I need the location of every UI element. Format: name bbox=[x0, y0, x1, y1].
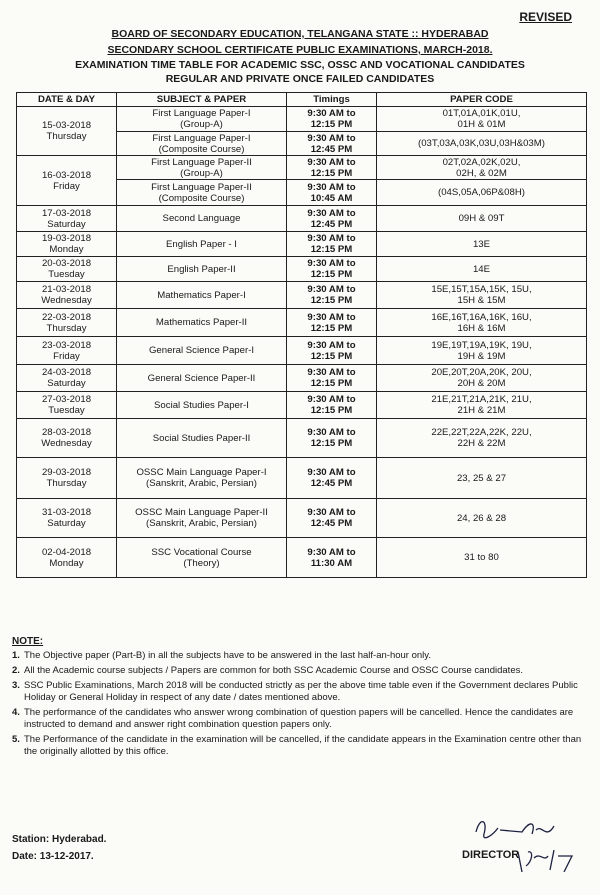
paper-code-line2: 20H & 20M bbox=[457, 378, 506, 389]
date-day-cell bbox=[17, 206, 117, 232]
issue-date: Date: 13-12-2017. bbox=[12, 851, 94, 862]
timing-end: 12:15 PM bbox=[310, 269, 353, 280]
timing-start: 9:30 AM to bbox=[307, 546, 356, 558]
subject-cell bbox=[117, 132, 287, 156]
note-item bbox=[12, 665, 592, 677]
paper-code-cell bbox=[377, 337, 587, 365]
note-number: 4. bbox=[12, 707, 20, 718]
subject-cell bbox=[117, 419, 287, 458]
note-text: The performance of the candidates who answer wrong combination of question papers will be cancelled. Hence the candidates are instructed to demand and answer right combination question papers only. bbox=[24, 707, 574, 730]
subject-line1: English Paper-II bbox=[167, 263, 236, 275]
paper-code-line2: 01H & 01M bbox=[457, 119, 506, 130]
timetable-title: EXAMINATION TIME TABLE FOR ACADEMIC SSC, OSSC AND VOCATIONAL CANDIDATES bbox=[75, 59, 525, 71]
paper-code-cell bbox=[377, 156, 587, 180]
paper-code-line1: 20E,20T,20A,20K, 20U, bbox=[431, 367, 532, 378]
note-item bbox=[12, 734, 592, 758]
paper-code-line1: 14E bbox=[472, 263, 491, 275]
date-day-cell bbox=[17, 365, 117, 392]
note-number: 2. bbox=[12, 665, 20, 676]
paper-code-line1: (04S,05A,06P&08H) bbox=[438, 187, 525, 198]
subject-line1: First Language Paper-I bbox=[152, 108, 251, 119]
subject-line2: (Sanskrit, Arabic, Persian) bbox=[146, 478, 257, 489]
paper-code-line1: 19E,19T,19A,19K, 19U, bbox=[431, 339, 532, 351]
table-row bbox=[17, 309, 587, 337]
col-date: DATE & DAY bbox=[17, 93, 117, 107]
paper-code-cell bbox=[377, 365, 587, 392]
timing-cell bbox=[287, 156, 377, 180]
timing-end: 12:15 PM bbox=[310, 244, 353, 255]
paper-code-line1: 31 to 80 bbox=[464, 552, 499, 563]
note-text: The Objective paper (Part-B) in all the subjects have to be answered in the last half-an-hour only. bbox=[24, 650, 431, 661]
date-day-cell bbox=[17, 107, 117, 156]
exam-date: 21-03-2018 bbox=[41, 284, 92, 295]
exam-date: 22-03-2018 bbox=[41, 311, 92, 323]
timing-start: 9:30 AM to bbox=[307, 507, 356, 518]
exam-day: Saturday bbox=[47, 518, 86, 529]
table-row bbox=[17, 232, 587, 257]
exam-day: Wednesday bbox=[41, 295, 92, 306]
subject-line2: (Group-A) bbox=[180, 119, 223, 130]
timing-cell bbox=[287, 365, 377, 392]
table-row bbox=[17, 156, 587, 180]
subject-line1: OSSC Main Language Paper-II bbox=[135, 507, 268, 518]
table-row bbox=[17, 282, 587, 309]
paper-code-line2: 15H & 15M bbox=[457, 295, 506, 306]
table-row bbox=[17, 337, 587, 365]
timing-start: 9:30 AM to bbox=[307, 394, 356, 405]
exam-day: Saturday bbox=[47, 378, 86, 389]
timing-cell bbox=[287, 458, 377, 499]
timing-start: 9:30 AM to bbox=[307, 427, 356, 438]
paper-code-cell bbox=[377, 538, 587, 578]
timing-cell bbox=[287, 107, 377, 132]
exam-day: Tuesday bbox=[48, 269, 85, 280]
exam-day: Tuesday bbox=[48, 405, 85, 416]
table-header-row bbox=[17, 93, 587, 107]
timing-cell bbox=[287, 499, 377, 538]
exam-day: Friday bbox=[53, 180, 80, 192]
paper-code-cell bbox=[377, 282, 587, 309]
exam-date: 17-03-2018 bbox=[41, 207, 92, 219]
subject-line1: Second Language bbox=[162, 213, 241, 224]
timing-end: 12:45 PM bbox=[310, 143, 353, 155]
exam-date: 20-03-2018 bbox=[41, 258, 92, 269]
col-timings: Timings bbox=[287, 93, 377, 107]
paper-code-line1: 01T,01A,01K,01U, bbox=[442, 108, 521, 119]
timing-cell bbox=[287, 232, 377, 257]
timing-cell bbox=[287, 309, 377, 337]
timing-start: 9:30 AM to bbox=[307, 284, 356, 295]
subject-cell bbox=[117, 499, 287, 538]
date-day-cell bbox=[17, 232, 117, 257]
exam-date: 24-03-2018 bbox=[41, 367, 92, 378]
paper-code-line1: (03T,03A,03K,03U,03H&03M) bbox=[418, 138, 545, 149]
table-row bbox=[17, 538, 587, 578]
exam-day: Thursday bbox=[46, 478, 87, 489]
paper-code-line1: 09H & 09T bbox=[458, 213, 505, 224]
timing-start: 9:30 AM to bbox=[307, 311, 356, 323]
paper-code-line1: 13E bbox=[472, 238, 491, 250]
note-number: 3. bbox=[12, 680, 20, 691]
paper-code-line1: 15E,15T,15A,15K, 15U, bbox=[431, 284, 532, 295]
revised-label: REVISED bbox=[519, 10, 572, 24]
subject-line2: (Composite Course) bbox=[158, 143, 245, 155]
notes-title: NOTE: bbox=[12, 636, 44, 647]
exam-date: 02-04-2018 bbox=[41, 546, 92, 558]
table-row bbox=[17, 206, 587, 232]
subject-cell bbox=[117, 392, 287, 419]
date-day-cell bbox=[17, 309, 117, 337]
paper-code-cell bbox=[377, 107, 587, 132]
station: Station: Hyderabad. bbox=[12, 834, 107, 845]
timing-start: 9:30 AM to bbox=[307, 108, 356, 119]
note-item bbox=[12, 680, 592, 704]
subject-line1: First Language Paper-II bbox=[151, 156, 252, 168]
subject-line1: Mathematics Paper-I bbox=[157, 289, 246, 301]
subject-cell bbox=[117, 309, 287, 337]
timing-start: 9:30 AM to bbox=[307, 258, 356, 269]
table-row bbox=[17, 365, 587, 392]
table-row bbox=[17, 107, 587, 132]
timing-cell bbox=[287, 180, 377, 206]
paper-code-cell bbox=[377, 458, 587, 499]
timing-start: 9:30 AM to bbox=[307, 132, 356, 144]
timing-cell bbox=[287, 206, 377, 232]
date-day-cell bbox=[17, 282, 117, 309]
date-day-cell bbox=[17, 538, 117, 578]
table-row bbox=[17, 458, 587, 499]
subject-line1: General Science Paper-I bbox=[148, 345, 255, 356]
timing-end: 10:45 AM bbox=[310, 192, 353, 204]
exam-date: 23-03-2018 bbox=[41, 339, 92, 351]
timing-end: 12:15 PM bbox=[310, 295, 353, 306]
exam-day: Friday bbox=[53, 350, 80, 362]
paper-code-line1: 16E,16T,16A,16K, 16U, bbox=[431, 311, 532, 323]
timing-end: 12:15 PM bbox=[310, 322, 353, 334]
date-day-cell bbox=[17, 499, 117, 538]
subject-line1: English Paper - I bbox=[166, 238, 237, 250]
note-text: The Performance of the candidate in the examination will be cancelled, if the candidate appears in the Examination centre other than the originally allotted by this office. bbox=[24, 734, 582, 757]
timing-end: 12:15 PM bbox=[310, 350, 353, 362]
paper-code-cell bbox=[377, 499, 587, 538]
subject-line2: (Group-A) bbox=[180, 167, 223, 179]
timing-end: 12:15 PM bbox=[310, 438, 353, 449]
subject-line1: SSC Vocational Course bbox=[151, 546, 252, 558]
col-paper-code: PAPER CODE bbox=[377, 93, 587, 107]
timing-cell bbox=[287, 538, 377, 578]
subject-line1: Social Studies Paper-I bbox=[154, 399, 249, 411]
paper-code-cell bbox=[377, 257, 587, 282]
paper-code-cell bbox=[377, 232, 587, 257]
subject-cell bbox=[117, 365, 287, 392]
table-row bbox=[17, 419, 587, 458]
date-day-cell bbox=[17, 392, 117, 419]
date-day-cell bbox=[17, 156, 117, 206]
director-label: DIRECTOR bbox=[462, 849, 520, 861]
table-row bbox=[17, 392, 587, 419]
timing-start: 9:30 AM to bbox=[307, 233, 356, 244]
paper-code-line1: 02T,02A,02K,02U, bbox=[442, 156, 521, 168]
date-day-cell bbox=[17, 419, 117, 458]
date-day-cell bbox=[17, 257, 117, 282]
subject-line2: (Sanskrit, Arabic, Persian) bbox=[146, 518, 257, 529]
timing-start: 9:30 AM to bbox=[307, 467, 356, 478]
note-text: SSC Public Examinations, March 2018 will be conducted strictly as per the above time table even if the Government declares Public Holiday or General Holiday in respect of any date / dates mentioned above. bbox=[24, 680, 578, 703]
timing-cell bbox=[287, 132, 377, 156]
board-title: BOARD OF SECONDARY EDUCATION, TELANGANA STATE :: HYDERABAD bbox=[111, 28, 489, 40]
exam-date: 31-03-2018 bbox=[41, 507, 92, 518]
timing-cell bbox=[287, 419, 377, 458]
subject-line2: (Theory) bbox=[183, 557, 220, 569]
paper-code-cell bbox=[377, 309, 587, 337]
paper-code-cell bbox=[377, 419, 587, 458]
col-subject: SUBJECT & PAPER bbox=[117, 93, 287, 107]
paper-code-cell bbox=[377, 206, 587, 232]
timing-start: 9:30 AM to bbox=[307, 207, 356, 219]
timing-cell bbox=[287, 257, 377, 282]
timing-start: 9:30 AM to bbox=[307, 339, 356, 351]
paper-code-line1: 21E,21T,21A,21K, 21U, bbox=[431, 394, 532, 405]
paper-code-cell bbox=[377, 132, 587, 156]
timing-end: 12:45 PM bbox=[310, 478, 353, 489]
paper-code-line1: 24, 26 & 28 bbox=[456, 512, 507, 524]
subject-cell bbox=[117, 337, 287, 365]
subject-line1: Social Studies Paper-II bbox=[152, 432, 251, 444]
timing-start: 9:30 AM to bbox=[307, 156, 356, 168]
subject-cell bbox=[117, 107, 287, 132]
exam-date: 15-03-2018 bbox=[41, 120, 92, 131]
note-item bbox=[12, 707, 592, 731]
paper-code-line2: 21H & 21M bbox=[457, 405, 506, 416]
timing-end: 11:30 AM bbox=[310, 557, 353, 569]
table-row bbox=[17, 499, 587, 538]
exam-day: Wednesday bbox=[41, 438, 92, 449]
subject-cell bbox=[117, 458, 287, 499]
subject-cell bbox=[117, 206, 287, 232]
subject-cell bbox=[117, 282, 287, 309]
subject-cell bbox=[117, 257, 287, 282]
timing-cell bbox=[287, 282, 377, 309]
subject-cell bbox=[117, 232, 287, 257]
paper-code-line1: 22E,22T,22A,22K, 22U, bbox=[431, 427, 532, 438]
timing-start: 9:30 AM to bbox=[307, 181, 356, 193]
timing-end: 12:15 PM bbox=[310, 167, 353, 179]
timing-cell bbox=[287, 337, 377, 365]
paper-code-line2: 19H & 19M bbox=[457, 350, 506, 362]
exam-date: 28-03-2018 bbox=[41, 427, 92, 438]
director-signature bbox=[470, 812, 590, 872]
exam-date: 16-03-2018 bbox=[41, 169, 92, 181]
note-number: 1. bbox=[12, 650, 20, 661]
subject-line1: Mathematics Paper-II bbox=[155, 317, 248, 328]
subject-line1: First Language Paper-II bbox=[151, 181, 252, 193]
subject-line2: (Composite Course) bbox=[158, 192, 245, 204]
timing-cell bbox=[287, 392, 377, 419]
subject-line1: First Language Paper-I bbox=[152, 132, 251, 144]
exam-day: Saturday bbox=[47, 218, 86, 230]
exam-date: 29-03-2018 bbox=[41, 467, 92, 478]
exam-day: Thursday bbox=[46, 131, 87, 142]
table-row bbox=[17, 257, 587, 282]
date-day-cell bbox=[17, 458, 117, 499]
subject-line1: OSSC Main Language Paper-I bbox=[136, 467, 267, 478]
date-day-cell bbox=[17, 337, 117, 365]
timing-end: 12:15 PM bbox=[310, 119, 353, 130]
paper-code-line1: 23, 25 & 27 bbox=[456, 472, 507, 484]
candidates-title: REGULAR AND PRIVATE ONCE FAILED CANDIDATES bbox=[165, 73, 435, 85]
paper-code-line2: 16H & 16M bbox=[457, 322, 506, 334]
paper-code-line2: 22H & 22M bbox=[457, 438, 506, 449]
subject-cell bbox=[117, 180, 287, 206]
exam-date: 27-03-2018 bbox=[41, 394, 92, 405]
note-text: All the Academic course subjects / Papers are common for both SSC Academic Course and OSSC Course candidates. bbox=[24, 665, 523, 676]
timing-end: 12:45 PM bbox=[310, 218, 353, 230]
subject-line1: General Science Paper-II bbox=[147, 372, 256, 384]
timing-end: 12:45 PM bbox=[310, 518, 353, 529]
note-item bbox=[12, 650, 592, 662]
subject-cell bbox=[117, 538, 287, 578]
exam-day: Monday bbox=[49, 244, 84, 255]
timing-start: 9:30 AM to bbox=[307, 367, 356, 378]
subject-cell bbox=[117, 156, 287, 180]
paper-code-cell bbox=[377, 392, 587, 419]
timing-end: 12:15 PM bbox=[310, 378, 353, 389]
exam-day: Monday bbox=[49, 557, 84, 569]
exam-title: SECONDARY SCHOOL CERTIFICATE PUBLIC EXAMINATIONS, MARCH-2018. bbox=[107, 44, 493, 56]
paper-code-line2: 02H, & 02M bbox=[456, 167, 507, 179]
paper-code-cell bbox=[377, 180, 587, 206]
notes-section bbox=[12, 636, 592, 761]
note-number: 5. bbox=[12, 734, 20, 745]
timing-end: 12:15 PM bbox=[310, 405, 353, 416]
exam-day: Thursday bbox=[46, 322, 87, 334]
exam-date: 19-03-2018 bbox=[41, 233, 92, 244]
exam-timetable bbox=[16, 92, 587, 578]
